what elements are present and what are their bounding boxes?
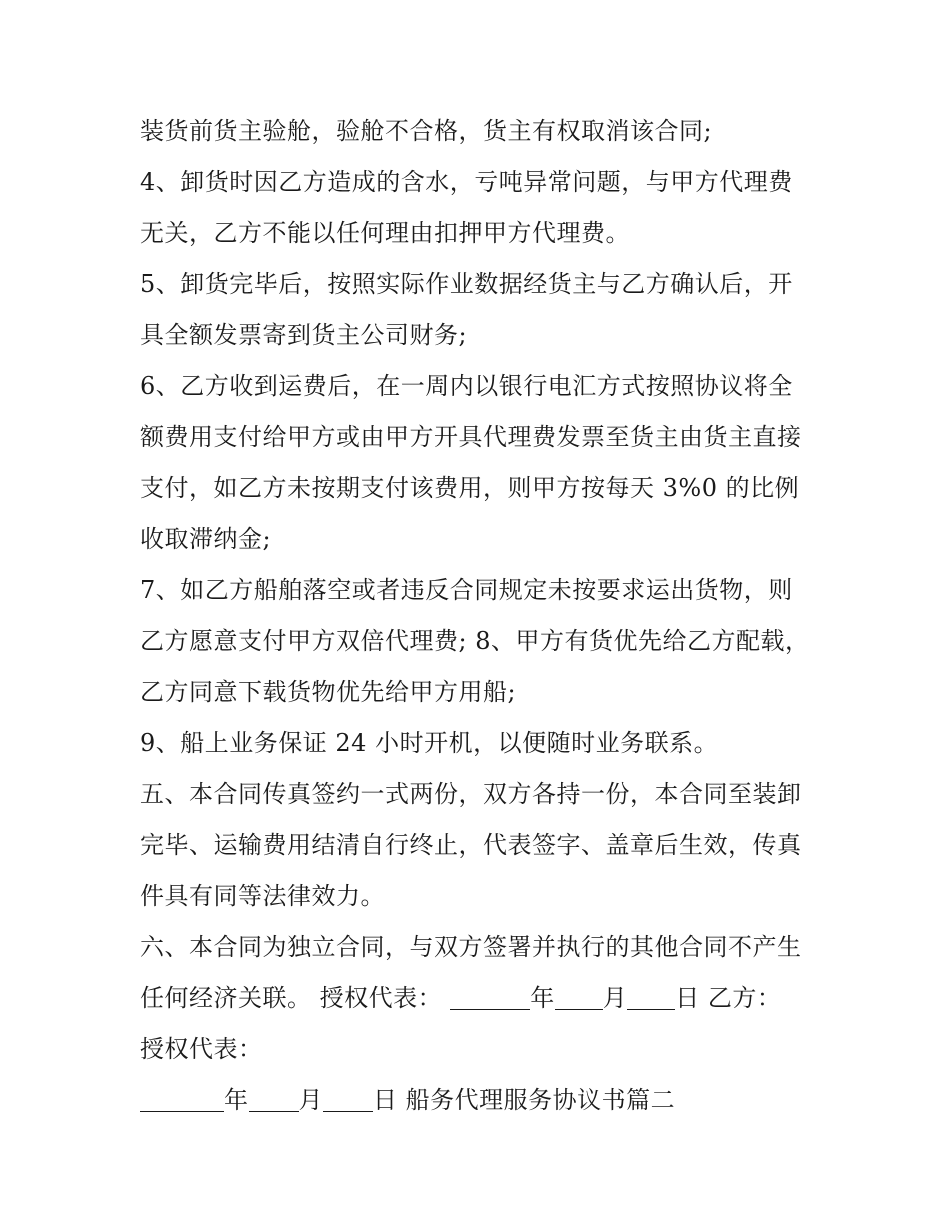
party-b-label: 乙方： — [699, 984, 782, 1012]
paragraph-line: 完毕、运输费用结清自行终止，代表签字、盖章后生效，传真 — [140, 831, 802, 859]
contract-body — [140, 109, 820, 1129]
paragraph-line: 5、卸货完毕后，按照实际作业数据经货主与乙方确认后，开 — [140, 270, 793, 298]
paragraph-line: 支付，如乙方未按期支付该费用，则甲方按每天 3%0 的比例 — [140, 474, 800, 502]
day-label: 日 — [675, 984, 700, 1012]
paragraph-line: 无关，乙方不能以任何理由扣押甲方代理费。 — [140, 219, 630, 247]
paragraph-line: 7、如乙方船舶落空或者违反合同规定未按要求运出货物，则 — [140, 576, 793, 604]
day-blank[interactable] — [627, 979, 675, 1010]
paragraph-line: 五、本合同传真签约一式两份，双方各持一份，本合同至装卸 — [140, 780, 802, 808]
month-blank[interactable] — [555, 979, 603, 1010]
paragraph-line: 4、卸货时因乙方造成的含水，亏吨异常问题，与甲方代理费 — [140, 168, 793, 196]
signature-line-party-a — [140, 976, 820, 1027]
day-blank[interactable] — [323, 1081, 373, 1112]
signature-line-party-b: 授权代表： — [140, 1035, 263, 1063]
paragraph-line: 六、本合同为独立合同，与双方签署并执行的其他合同不产生 — [140, 933, 802, 961]
signature-prefix: 任何经济关联。 授权代表： — [140, 984, 451, 1012]
section-title: 船务代理服务协议书篇二 — [397, 1086, 676, 1114]
paragraph-line: 9、船上业务保证 24 小时开机，以便随时业务联系。 — [140, 729, 719, 757]
paragraph-line: 6、乙方收到运费后，在一周内以银行电汇方式按照协议将全 — [140, 372, 793, 400]
date-line-party-b — [140, 1078, 820, 1129]
paragraph-line: 收取滞纳金; — [140, 525, 272, 553]
year-label: 年 — [224, 1086, 249, 1114]
paragraph-line: 件具有同等法律效力。 — [140, 882, 385, 910]
paragraph-line: 具全额发票寄到货主公司财务; — [140, 321, 468, 349]
month-label: 月 — [298, 1086, 323, 1114]
year-blank[interactable] — [450, 979, 530, 1010]
paragraph-line: 乙方同意下载货物优先给甲方用船; — [140, 678, 517, 706]
month-blank[interactable] — [249, 1081, 299, 1112]
paragraph-line: 额费用支付给甲方或由甲方开具代理费发票至货主由货主直接 — [140, 423, 802, 451]
year-blank[interactable] — [140, 1081, 224, 1112]
year-label: 年 — [530, 984, 555, 1012]
day-label: 日 — [373, 1086, 398, 1114]
month-label: 月 — [602, 984, 628, 1012]
paragraph-line: 乙方愿意支付甲方双倍代理费; 8、甲方有货优先给乙方配载， — [140, 627, 810, 655]
paragraph-line: 装货前货主验舱，验舱不合格，货主有权取消该合同; — [140, 117, 713, 145]
